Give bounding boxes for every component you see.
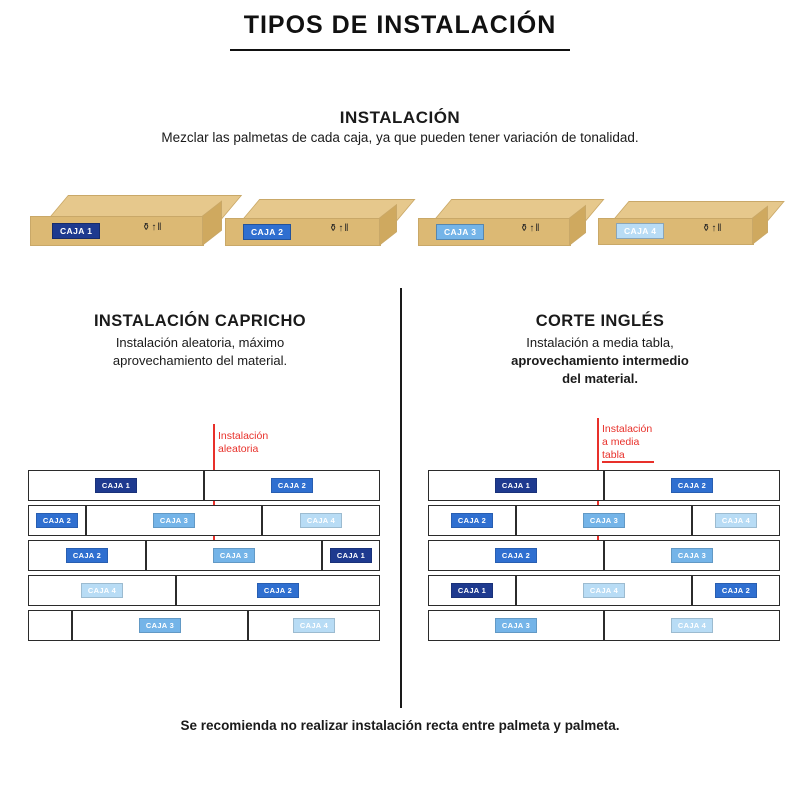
right-annotation-line3: tabla: [602, 449, 625, 461]
box-label: CAJA 4: [616, 223, 664, 239]
left-annotation: [218, 430, 308, 456]
brick-tile-label: CAJA 4: [715, 513, 757, 528]
brick-tile: [428, 575, 516, 606]
brick-tile-label: CAJA 2: [715, 583, 757, 598]
fragile-icon: ⚱↑‖: [702, 223, 723, 234]
brick-tile: [28, 540, 146, 571]
brick-tile: [604, 610, 780, 641]
brick-tile: [146, 540, 322, 571]
brick-tile: [604, 540, 780, 571]
section-subtitle: Mezclar las palmetas de cada caja, ya que pueden tener variación de tonalidad.: [161, 130, 639, 145]
brick-tile-label: CAJA 3: [139, 618, 181, 633]
right-annotation-line2: a media: [602, 436, 640, 448]
fragile-icon: ⚱↑‖: [520, 223, 541, 234]
box-item: [225, 199, 395, 259]
box-illustrations: [0, 185, 800, 255]
left-column-title: INSTALACIÓN CAPRICHO: [93, 312, 307, 330]
brick-tile-label: CAJA 2: [671, 478, 713, 493]
brick-tile: [204, 470, 380, 501]
brick-tile: [86, 505, 262, 536]
brick-tile: [428, 470, 604, 501]
brick-tile-label: CAJA 4: [583, 583, 625, 598]
right-annotation-underline: [602, 461, 654, 463]
right-brick-wall: [428, 470, 782, 645]
column-divider: [400, 288, 402, 708]
brick-tile-label: CAJA 4: [300, 513, 342, 528]
page-header: [0, 0, 800, 50]
left-annotation-line1: Instalación: [218, 430, 269, 442]
right-annotation: [602, 423, 682, 462]
brick-tile-label: CAJA 3: [495, 618, 537, 633]
section-title: INSTALACIÓN: [339, 108, 461, 127]
brick-tile-label: CAJA 3: [671, 548, 713, 563]
brick-tile-label: CAJA 2: [66, 548, 108, 563]
header-divider: [230, 49, 570, 51]
brick-tile: [72, 610, 248, 641]
brick-tile: [428, 505, 516, 536]
brick-tile-label: CAJA 3: [583, 513, 625, 528]
brick-tile: [28, 575, 176, 606]
brick-tile-label: CAJA 3: [213, 548, 255, 563]
brick-tile: [248, 610, 380, 641]
brick-tile: [28, 610, 72, 641]
brick-tile: [428, 610, 604, 641]
box-item: [598, 201, 766, 261]
brick-tile-label: CAJA 2: [271, 478, 313, 493]
brick-tile: [322, 540, 380, 571]
brick-tile-label: CAJA 2: [257, 583, 299, 598]
page-title: TIPOS DE INSTALACIÓN: [243, 10, 557, 39]
left-brick-wall: [28, 470, 382, 645]
brick-tile: [516, 575, 692, 606]
brick-tile-label: CAJA 3: [153, 513, 195, 528]
brick-tile: [262, 505, 380, 536]
brick-tile-label: CAJA 4: [671, 618, 713, 633]
box-label: CAJA 3: [436, 224, 484, 240]
brick-tile-label: CAJA 2: [451, 513, 493, 528]
right-column-subtitle-line1: Instalación a media tabla,: [526, 335, 674, 350]
box-item: [30, 195, 220, 255]
brick-tile-label: CAJA 1: [451, 583, 493, 598]
brick-tile: [516, 505, 692, 536]
brick-tile-label: CAJA 4: [293, 618, 335, 633]
brick-tile: [692, 575, 780, 606]
brick-tile: [604, 470, 780, 501]
left-column-subtitle-line1: Instalación aleatoria, máximo: [115, 335, 285, 350]
brick-tile: [28, 505, 86, 536]
right-column-subtitle-line2: aprovechamiento intermedio: [511, 353, 689, 368]
brick-tile-label: CAJA 2: [36, 513, 78, 528]
brick-tile-label: CAJA 1: [330, 548, 372, 563]
footer-note: Se recomienda no realizar instalación recta entre palmeta y palmeta.: [180, 718, 620, 733]
brick-tile: [692, 505, 780, 536]
right-annotation-line1: Instalación: [602, 423, 653, 435]
right-column-subtitle-line3: del material.: [562, 371, 638, 386]
brick-tile-label: CAJA 1: [495, 478, 537, 493]
brick-tile: [428, 540, 604, 571]
fragile-icon: ⚱↑‖: [142, 222, 163, 233]
brick-tile-label: CAJA 1: [95, 478, 137, 493]
brick-tile-label: CAJA 2: [495, 548, 537, 563]
brick-tile: [176, 575, 380, 606]
brick-tile: [28, 470, 204, 501]
box-label: CAJA 2: [243, 224, 291, 240]
brick-tile-label: CAJA 4: [81, 583, 123, 598]
box-item: [418, 199, 584, 259]
left-column-subtitle-line2: aprovechamiento del material.: [112, 353, 288, 368]
left-annotation-line2: aleatoria: [218, 443, 259, 455]
right-column-title: CORTE INGLÉS: [535, 312, 665, 330]
box-label: CAJA 1: [52, 223, 100, 239]
fragile-icon: ⚱↑‖: [329, 223, 350, 234]
